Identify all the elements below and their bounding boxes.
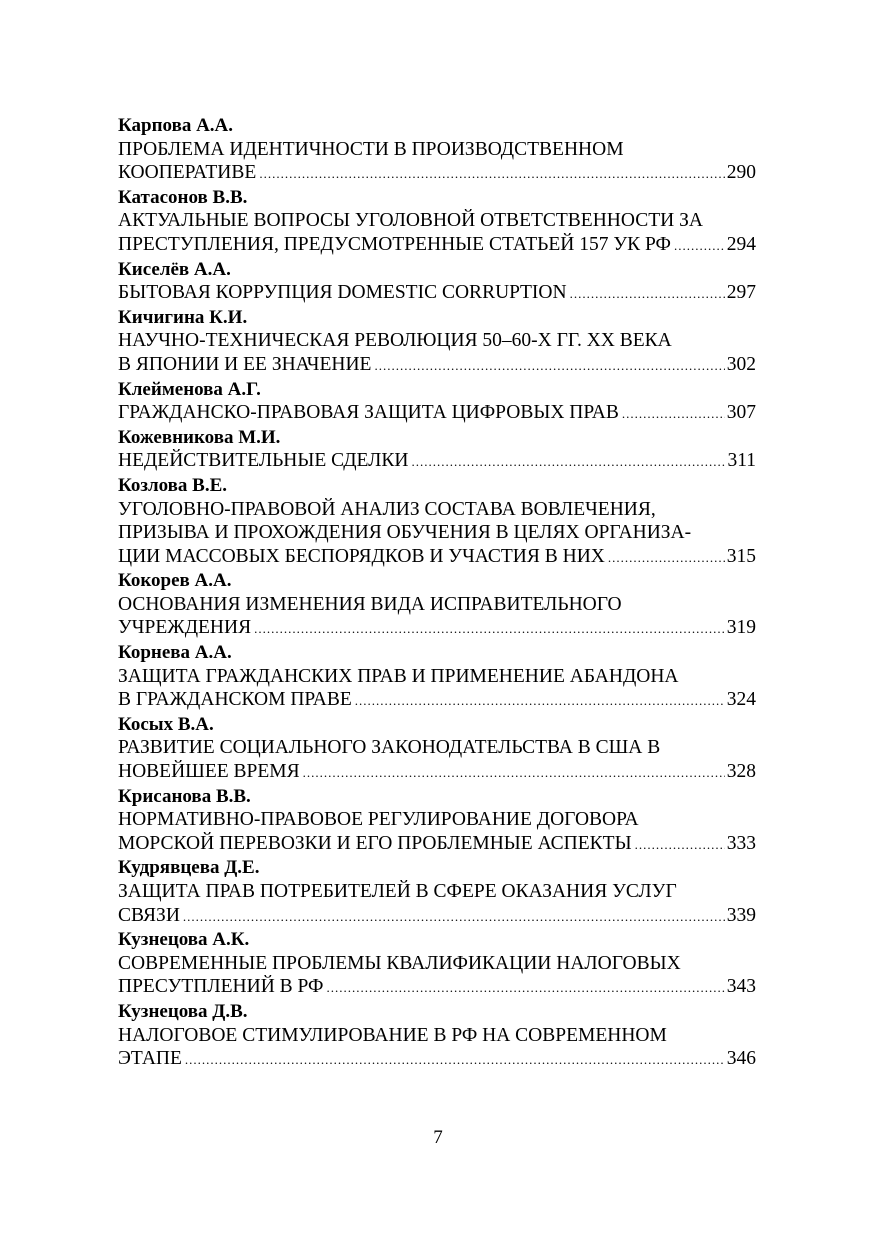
toc-entry-author: Клейменова А.Г. bbox=[118, 378, 261, 400]
toc-entry-title-line: НОРМАТИВНО-ПРАВОВОЕ РЕГУЛИРОВАНИЕ ДОГОВОРА bbox=[118, 809, 639, 831]
toc-entry-page: 328 bbox=[726, 761, 756, 783]
dot-leader bbox=[374, 354, 724, 378]
toc-entry-title-line: МОРСКОЙ ПЕРЕВОЗКИ И ЕГО ПРОБЛЕМНЫЕ АСПЕКТЫ bbox=[118, 832, 632, 854]
toc-entry bbox=[118, 426, 756, 474]
toc-entry-title-last-line bbox=[118, 353, 756, 378]
toc-entry-page: 339 bbox=[726, 904, 756, 926]
toc-entry-title-line: В ЯПОНИИ И ЕЕ ЗНАЧЕНИЕ bbox=[118, 353, 372, 375]
toc-entry-title-last-line bbox=[118, 975, 756, 1000]
toc-entry-author: Косых В.А. bbox=[118, 713, 214, 735]
toc-entry-title-last-line bbox=[118, 233, 756, 258]
toc-entry-title-line: ПРЕСУТПЛЕНИЙ В РФ bbox=[118, 976, 324, 998]
toc-entry-page: 302 bbox=[726, 353, 756, 375]
toc-entry bbox=[118, 306, 756, 378]
dot-leader bbox=[674, 234, 725, 258]
toc-entry-title-line: РАЗВИТИЕ СОЦИАЛЬНОГО ЗАКОНОДАТЕЛЬСТВА В США В bbox=[118, 737, 661, 759]
toc-entry-title-line: НОВЕЙШЕЕ ВРЕМЯ bbox=[118, 761, 300, 783]
toc-entry-title-line: ОСНОВАНИЯ ИЗМЕНЕНИЯ ВИДА ИСПРАВИТЕЛЬНОГО bbox=[118, 593, 622, 615]
toc-entry-title-line: ПРОБЛЕМА ИДЕНТИЧНОСТИ В ПРОИЗВОДСТВЕННОМ bbox=[118, 138, 624, 160]
toc-entry-title-last-line bbox=[118, 449, 756, 474]
toc-entry bbox=[118, 785, 756, 857]
toc-entry bbox=[118, 713, 756, 785]
toc-entry-title-last-line bbox=[118, 688, 756, 713]
toc-entry-author: Корнева А.А. bbox=[118, 642, 232, 664]
toc-entry-title-line: КООПЕРАТИВЕ bbox=[118, 162, 257, 184]
dot-leader bbox=[608, 546, 725, 570]
toc-entry-author: Козлова В.Е. bbox=[118, 474, 228, 496]
dot-leader bbox=[355, 689, 725, 713]
toc-entry-author: Кузнецова А.К. bbox=[118, 929, 250, 951]
toc-entry-title-last-line bbox=[118, 616, 756, 641]
dot-leader bbox=[570, 282, 725, 306]
toc-entry-title-last-line bbox=[118, 1047, 756, 1072]
toc-entry-title-last-line bbox=[118, 161, 756, 186]
toc-entry-title-last-line bbox=[118, 545, 756, 570]
toc-entry-title-last-line bbox=[118, 760, 756, 785]
toc-entry-author: Крисанова В.В. bbox=[118, 785, 251, 807]
toc-entry-author: Карпова А.А. bbox=[118, 115, 234, 136]
toc-entry bbox=[118, 258, 756, 306]
toc-entry-page: 315 bbox=[726, 545, 756, 567]
toc-entry-page: 294 bbox=[726, 233, 756, 255]
toc-entry-title-line: АКТУАЛЬНЫЕ ВОПРОСЫ УГОЛОВНОЙ ОТВЕТСТВЕННОСТИ ЗА bbox=[118, 210, 703, 232]
toc-entry-author: Кузнецова Д.В. bbox=[118, 1000, 248, 1022]
dot-leader bbox=[622, 402, 725, 426]
toc-entry bbox=[118, 641, 756, 713]
dot-leader bbox=[411, 450, 725, 474]
dot-leader bbox=[185, 1048, 725, 1072]
dot-leader bbox=[183, 905, 725, 929]
toc-entry-title-last-line bbox=[118, 281, 756, 306]
toc-entry-page: 307 bbox=[726, 402, 756, 424]
toc-entry-title-line: ЭТАПЕ bbox=[118, 1048, 182, 1070]
toc-entry-author: Катасонов В.В. bbox=[118, 186, 248, 208]
dot-leader bbox=[254, 617, 725, 641]
toc-entry-title-line: ЗАЩИТА ПРАВ ПОТРЕБИТЕЛЕЙ В СФЕРЕ ОКАЗАНИЯ УСЛУГ bbox=[118, 881, 677, 902]
toc-entry-title-line: СВЯЗИ bbox=[118, 904, 180, 926]
toc-entry-author: Кожевникова М.И. bbox=[118, 426, 281, 448]
toc-entry-title-line: НЕДЕЙСТВИТЕЛЬНЫЕ СДЕЛКИ bbox=[118, 450, 409, 472]
toc-entry-page: 319 bbox=[726, 617, 756, 639]
toc-entry bbox=[118, 1000, 756, 1072]
toc-entry-title-line: УГОЛОВНО-ПРАВОВОЙ АНАЛИЗ СОСТАВА ВОВЛЕЧЕНИЯ, bbox=[118, 498, 656, 520]
toc-entry-page: 343 bbox=[726, 976, 756, 998]
dot-leader bbox=[259, 162, 724, 186]
toc-entry-page: 324 bbox=[726, 689, 756, 711]
toc-entry bbox=[118, 114, 756, 186]
toc-entry-title-line: ПРИЗЫВА И ПРОХОЖДЕНИЯ ОБУЧЕНИЯ В ЦЕЛЯХ ОРГАНИЗА- bbox=[118, 522, 692, 544]
toc-entry-page: 311 bbox=[727, 450, 756, 472]
table-of-contents bbox=[118, 114, 756, 1072]
toc-entry-title-last-line bbox=[118, 904, 756, 929]
toc-entry bbox=[118, 928, 756, 1000]
toc-entry-title-line: В ГРАЖДАНСКОМ ПРАВЕ bbox=[118, 689, 352, 711]
toc-entry-title-line: ГРАЖДАНСКО-ПРАВОВАЯ ЗАЩИТА ЦИФРОВЫХ ПРАВ bbox=[118, 402, 619, 424]
toc-entry-title-line: ПРЕСТУПЛЕНИЯ, ПРЕДУСМОТРЕННЫЕ СТАТЬЕЙ 157 УК РФ bbox=[118, 233, 671, 255]
toc-entry-page: 297 bbox=[726, 282, 756, 304]
toc-entry-author: Кичигина К.И. bbox=[118, 306, 248, 328]
toc-entry-author: Кокорев А.А. bbox=[118, 570, 232, 592]
dot-leader bbox=[326, 976, 724, 1000]
dot-leader bbox=[303, 761, 725, 785]
toc-entry-title-line: НАУЧНО-ТЕХНИЧЕСКАЯ РЕВОЛЮЦИЯ 50–60-Х ГГ. XX ВЕКА bbox=[118, 330, 672, 352]
toc-entry-author: Кудрявцева Д.Е. bbox=[118, 857, 260, 879]
toc-entry bbox=[118, 474, 756, 569]
toc-entry-title-last-line bbox=[118, 832, 756, 857]
toc-entry bbox=[118, 856, 756, 928]
toc-entry-page: 333 bbox=[726, 832, 756, 854]
toc-entry-page: 290 bbox=[726, 162, 756, 184]
toc-entry bbox=[118, 378, 756, 426]
toc-entry-title-line: ЦИИ МАССОВЫХ БЕСПОРЯДКОВ И УЧАСТИЯ В НИХ bbox=[118, 545, 605, 567]
toc-entry bbox=[118, 569, 756, 641]
toc-entry-title-line: НАЛОГОВОЕ СТИМУЛИРОВАНИЕ В РФ НА СОВРЕМЕННОМ bbox=[118, 1024, 667, 1046]
toc-entry-title-line: СОВРЕМЕННЫЕ ПРОБЛЕМЫ КВАЛИФИКАЦИИ НАЛОГОВЫХ bbox=[118, 952, 681, 974]
toc-entry bbox=[118, 186, 756, 258]
page-number: 7 bbox=[433, 1127, 443, 1148]
toc-entry-author: Киселёв А.А. bbox=[118, 258, 231, 280]
toc-entry-page: 346 bbox=[726, 1048, 756, 1070]
toc-entry-title-line: УЧРЕЖДЕНИЯ bbox=[118, 617, 252, 639]
toc-entry-title-line: БЫТОВАЯ КОРРУПЦИЯ DOMESTIC CORRUPTION bbox=[118, 282, 567, 304]
dot-leader bbox=[635, 833, 725, 857]
toc-entry-title-last-line bbox=[118, 401, 756, 426]
toc-entry-title-line: ЗАЩИТА ГРАЖДАНСКИХ ПРАВ И ПРИМЕНЕНИЕ АБАНДОНА bbox=[118, 665, 679, 687]
